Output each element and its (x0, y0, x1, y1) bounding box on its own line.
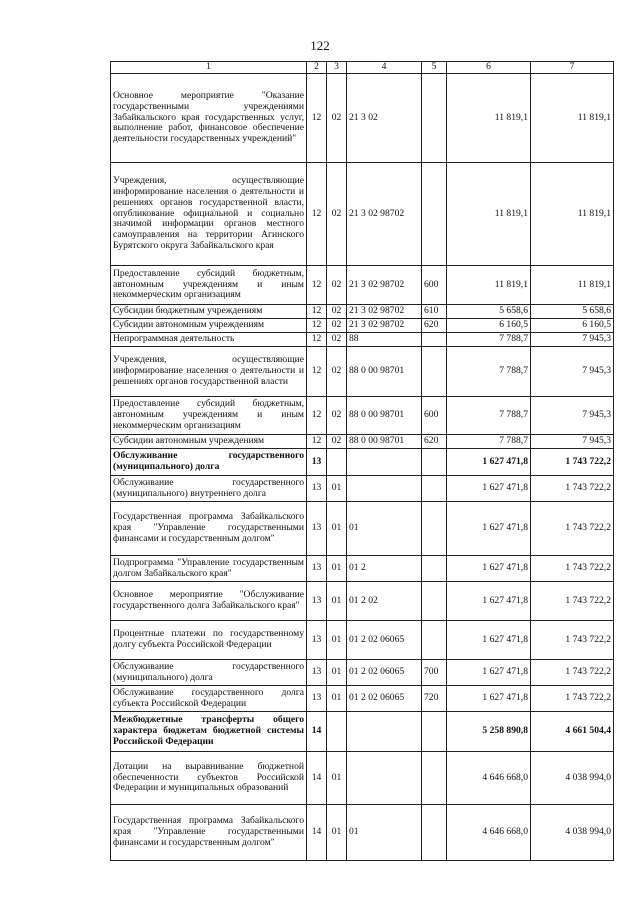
row-amount-year2-cell: 11 819,1 (531, 74, 614, 163)
page-number: 122 (310, 38, 330, 53)
table-row (111, 752, 614, 805)
row-amount-year1-cell: 1 627 471,8 (447, 686, 531, 712)
row-amount-year2-cell: 4 038 994,0 (531, 805, 614, 861)
row-amount-year1-cell: 7 788,7 (447, 397, 531, 435)
row-expense-type-cell (422, 752, 447, 805)
row-name-cell: Субсидии автономным учреждениям (111, 435, 307, 449)
row-target-article-cell: 21 3 02 98702 (347, 266, 422, 305)
row-name-cell: Процентные платежи по государственному долгу субъекта Российской Федерации (111, 621, 307, 660)
row-section-cell: 12 (307, 266, 327, 305)
table-row (111, 686, 614, 712)
row-target-article-cell (347, 712, 422, 752)
row-name-cell: Межбюджетные трансферты общего характера бюджетам бюджетной системы Российской Федерации (111, 712, 307, 752)
row-subsection-cell: 01 (327, 805, 347, 861)
row-amount-year1-cell: 1 627 471,8 (447, 582, 531, 621)
row-name-cell: Государственная программа Забайкальского края "Управление государственными финансами и государственным долгом" (111, 502, 307, 556)
row-subsection-cell: 01 (327, 621, 347, 660)
row-name-cell: Обслуживание государственного (муниципального) долга (111, 660, 307, 686)
row-expense-type-cell (422, 163, 447, 266)
row-subsection-cell (327, 449, 347, 476)
row-amount-year1-cell: 11 819,1 (447, 74, 531, 163)
row-expense-type-cell: 700 (422, 660, 447, 686)
row-amount-year2-cell: 5 658,6 (531, 305, 614, 319)
row-target-article-cell: 21 3 02 98702 (347, 163, 422, 266)
row-amount-year1-cell: 1 627 471,8 (447, 502, 531, 556)
row-name-cell: Обслуживание государственного (муниципального) долга (111, 449, 307, 476)
row-section-cell: 14 (307, 712, 327, 752)
row-amount-year2-cell: 7 945,3 (531, 397, 614, 435)
row-target-article-cell (347, 476, 422, 502)
row-target-article-cell: 88 0 00 98701 (347, 347, 422, 397)
row-subsection-cell: 02 (327, 319, 347, 333)
row-expense-type-cell (422, 333, 447, 347)
header-cell: 2 (307, 62, 327, 74)
table-row (111, 347, 614, 397)
row-target-article-cell: 01 2 (347, 556, 422, 582)
row-amount-year2-cell: 1 743 722,2 (531, 449, 614, 476)
row-subsection-cell: 01 (327, 752, 347, 805)
row-amount-year2-cell: 4 661 504,4 (531, 712, 614, 752)
row-expense-type-cell (422, 449, 447, 476)
header-cell: 1 (111, 62, 307, 74)
row-section-cell: 12 (307, 163, 327, 266)
row-subsection-cell: 02 (327, 163, 347, 266)
row-section-cell: 13 (307, 582, 327, 621)
row-section-cell: 14 (307, 752, 327, 805)
row-expense-type-cell: 600 (422, 266, 447, 305)
row-section-cell: 13 (307, 449, 327, 476)
row-amount-year1-cell: 1 627 471,8 (447, 476, 531, 502)
row-amount-year2-cell: 1 743 722,2 (531, 582, 614, 621)
table-row (111, 556, 614, 582)
row-section-cell: 12 (307, 319, 327, 333)
row-target-article-cell: 01 2 02 06065 (347, 621, 422, 660)
row-name-cell: Субсидии бюджетным учреждениям (111, 305, 307, 319)
row-expense-type-cell (422, 476, 447, 502)
row-name-cell: Учреждения, осуществляющие информирование населения о деятельности и решениях органов государственной власти (111, 347, 307, 397)
row-expense-type-cell: 620 (422, 319, 447, 333)
row-amount-year1-cell: 7 788,7 (447, 333, 531, 347)
row-section-cell: 13 (307, 621, 327, 660)
table-row (111, 74, 614, 163)
row-amount-year2-cell: 7 945,3 (531, 333, 614, 347)
table-row (111, 805, 614, 861)
row-subsection-cell: 01 (327, 582, 347, 621)
row-target-article-cell: 21 3 02 98702 (347, 319, 422, 333)
row-amount-year1-cell: 11 819,1 (447, 163, 531, 266)
row-amount-year1-cell: 7 788,7 (447, 347, 531, 397)
row-expense-type-cell: 600 (422, 397, 447, 435)
row-name-cell: Учреждения, осуществляющие информирование населения о деятельности и решениях органов государственной власти, опубликование официальной и социально значимой информации органов местного самоуправления на территории Агинского Бурятского округа Забайкальского края (111, 163, 307, 266)
row-name-cell: Предоставление субсидий бюджетным, автономным учреждениям и иным некоммерческим организациям (111, 266, 307, 305)
row-section-cell: 13 (307, 660, 327, 686)
row-subsection-cell: 02 (327, 266, 347, 305)
table-row (111, 582, 614, 621)
row-target-article-cell (347, 449, 422, 476)
table-row (111, 397, 614, 435)
row-target-article-cell: 01 (347, 805, 422, 861)
row-subsection-cell: 02 (327, 305, 347, 319)
header-cell: 6 (447, 62, 531, 74)
row-section-cell: 12 (307, 347, 327, 397)
row-name-cell: Государственная программа Забайкальского края "Управление государственными финансами и государственным долгом" (111, 805, 307, 861)
row-name-cell: Предоставление субсидий бюджетным, автономным учреждениям и иным некоммерческим организациям (111, 397, 307, 435)
row-section-cell: 12 (307, 333, 327, 347)
row-section-cell: 13 (307, 686, 327, 712)
row-expense-type-cell (422, 621, 447, 660)
row-amount-year1-cell: 4 646 668,0 (447, 752, 531, 805)
row-section-cell: 13 (307, 476, 327, 502)
budget-table (110, 61, 614, 861)
row-subsection-cell: 02 (327, 333, 347, 347)
row-amount-year1-cell: 1 627 471,8 (447, 660, 531, 686)
row-amount-year1-cell: 7 788,7 (447, 435, 531, 449)
row-target-article-cell: 01 2 02 06065 (347, 686, 422, 712)
row-expense-type-cell: 620 (422, 435, 447, 449)
header-cell: 7 (531, 62, 614, 74)
row-target-article-cell: 88 (347, 333, 422, 347)
row-target-article-cell: 21 3 02 98702 (347, 305, 422, 319)
row-amount-year1-cell: 1 627 471,8 (447, 556, 531, 582)
row-name-cell: Обслуживание государственного (муниципального) внутреннего долга (111, 476, 307, 502)
row-amount-year2-cell: 11 819,1 (531, 266, 614, 305)
row-amount-year2-cell: 11 819,1 (531, 163, 614, 266)
row-expense-type-cell (422, 556, 447, 582)
table-row (111, 435, 614, 449)
row-amount-year1-cell: 6 160,5 (447, 319, 531, 333)
header-cell: 5 (422, 62, 447, 74)
row-expense-type-cell (422, 582, 447, 621)
table-row (111, 660, 614, 686)
table-row (111, 266, 614, 305)
row-amount-year1-cell: 1 627 471,8 (447, 621, 531, 660)
table-row (111, 502, 614, 556)
row-subsection-cell: 01 (327, 686, 347, 712)
row-amount-year2-cell: 7 945,3 (531, 435, 614, 449)
row-section-cell: 12 (307, 397, 327, 435)
row-name-cell: Субсидии автономным учреждениям (111, 319, 307, 333)
row-amount-year2-cell: 1 743 722,2 (531, 556, 614, 582)
row-amount-year2-cell: 1 743 722,2 (531, 621, 614, 660)
row-name-cell: Подпрограмма "Управление государственным долгом Забайкальского края" (111, 556, 307, 582)
row-subsection-cell (327, 712, 347, 752)
row-amount-year2-cell: 4 038 994,0 (531, 752, 614, 805)
row-name-cell: Основное мероприятие "Оказание государственными учреждениями Забайкальского края государственных услуг, выполнение работ, финансовое обеспечение деятельности государственных учреждений" (111, 74, 307, 163)
row-amount-year1-cell: 5 658,6 (447, 305, 531, 319)
row-amount-year1-cell: 11 819,1 (447, 266, 531, 305)
row-name-cell: Основное мероприятие "Обслуживание государственного долга Забайкальского края" (111, 582, 307, 621)
row-target-article-cell: 88 0 00 98701 (347, 435, 422, 449)
row-amount-year1-cell: 1 627 471,8 (447, 449, 531, 476)
row-target-article-cell: 88 0 00 98701 (347, 397, 422, 435)
row-name-cell: Дотации на выравнивание бюджетной обеспеченности субъектов Российской Федерации и муниципальных образований (111, 752, 307, 805)
row-section-cell: 12 (307, 305, 327, 319)
row-section-cell: 13 (307, 502, 327, 556)
row-target-article-cell: 01 (347, 502, 422, 556)
row-subsection-cell: 01 (327, 556, 347, 582)
row-section-cell: 14 (307, 805, 327, 861)
row-subsection-cell: 02 (327, 397, 347, 435)
table-row (111, 319, 614, 333)
row-section-cell: 13 (307, 556, 327, 582)
row-subsection-cell: 02 (327, 74, 347, 163)
row-name-cell: Обслуживание государственного долга субъекта Российской Федерации (111, 686, 307, 712)
row-target-article-cell: 01 2 02 (347, 582, 422, 621)
row-name-cell: Непрограммная деятельность (111, 333, 307, 347)
table-row (111, 333, 614, 347)
table-row (111, 449, 614, 476)
table-row (111, 621, 614, 660)
row-subsection-cell: 02 (327, 435, 347, 449)
row-expense-type-cell (422, 347, 447, 397)
row-expense-type-cell: 610 (422, 305, 447, 319)
header-cell: 3 (327, 62, 347, 74)
row-amount-year2-cell: 1 743 722,2 (531, 476, 614, 502)
row-expense-type-cell (422, 805, 447, 861)
table-row (111, 712, 614, 752)
row-amount-year1-cell: 5 258 890,8 (447, 712, 531, 752)
row-subsection-cell: 01 (327, 502, 347, 556)
row-amount-year2-cell: 1 743 722,2 (531, 660, 614, 686)
table-row (111, 305, 614, 319)
row-expense-type-cell (422, 712, 447, 752)
row-subsection-cell: 01 (327, 660, 347, 686)
row-subsection-cell: 02 (327, 347, 347, 397)
table-header-row (111, 62, 614, 74)
table-row (111, 476, 614, 502)
row-target-article-cell: 21 3 02 (347, 74, 422, 163)
row-expense-type-cell (422, 74, 447, 163)
row-target-article-cell (347, 752, 422, 805)
table-row (111, 163, 614, 266)
row-amount-year2-cell: 1 743 722,2 (531, 502, 614, 556)
header-cell: 4 (347, 62, 422, 74)
row-expense-type-cell: 720 (422, 686, 447, 712)
row-subsection-cell: 01 (327, 476, 347, 502)
row-section-cell: 12 (307, 435, 327, 449)
row-amount-year1-cell: 4 646 668,0 (447, 805, 531, 861)
row-amount-year2-cell: 6 160,5 (531, 319, 614, 333)
row-target-article-cell: 01 2 02 06065 (347, 660, 422, 686)
row-expense-type-cell (422, 502, 447, 556)
row-amount-year2-cell: 1 743 722,2 (531, 686, 614, 712)
row-amount-year2-cell: 7 945,3 (531, 347, 614, 397)
row-section-cell: 12 (307, 74, 327, 163)
